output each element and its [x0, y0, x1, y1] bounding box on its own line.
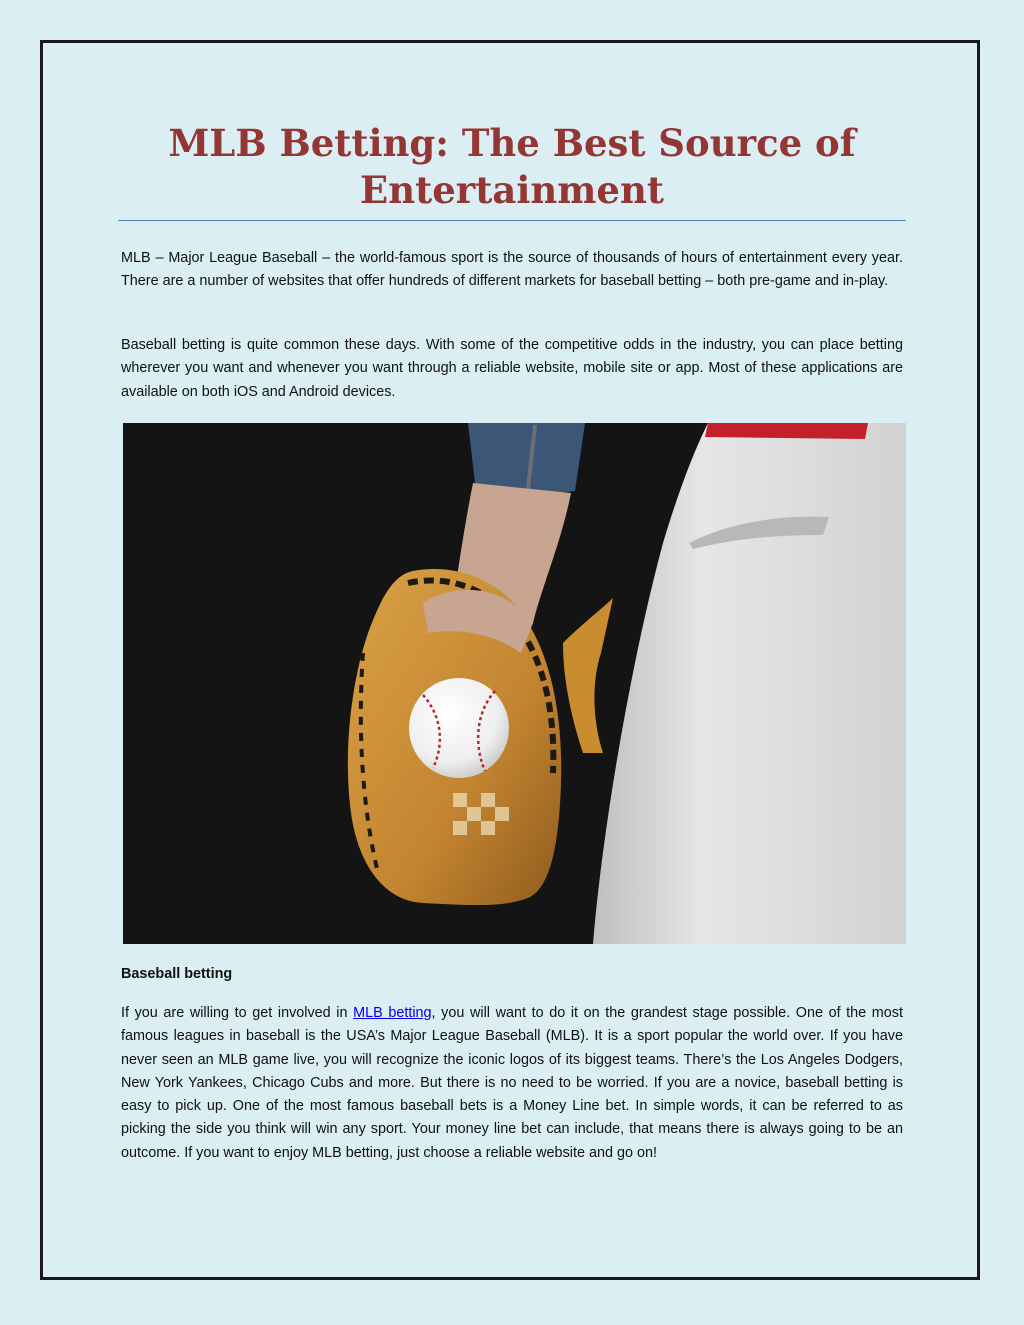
- title-underline: [118, 220, 906, 221]
- belt-shape: [705, 423, 868, 439]
- section-paragraph: [121, 1002, 903, 1165]
- mlb-betting-link[interactable]: MLB betting: [353, 1005, 432, 1021]
- intro-paragraph: Baseball betting is quite common these days. With some of the competitive odds in the industry, you can place betting wherever you want and whenever you want through a reliable website, mobile site or app. Most of these applications are available on both iOS and Android devices.: [121, 337, 903, 400]
- section-text-before-link: If you are willing to get involved in: [121, 1005, 354, 1021]
- page-title: MLB Betting: The Best Source of Entertainment: [168, 121, 856, 212]
- sleeve-shape: [468, 423, 585, 493]
- section-text-after-link: , you will want to do it on the grandest stage possible. One of the most famous leagues in baseball is the USA’s Major League Baseball (MLB). It is a sport popular the world over. If you have never seen an MLB game live, you will recognize the iconic logos of its biggest teams. There’s the Los Angeles Dodgers, New York Yankees, Chicago Cubs and more. But there is no need to be worried. If you are a novice, baseball betting is easy to pick up. One of the most famous baseball bets is a Money Line bet. In simple words, it can be referred to as picking the side you think will win any sport. Your money line bet can include, that means there is always going to be an outcome. If you want to enjoy MLB betting, just choose a reliable website and go on!: [121, 1005, 903, 1161]
- section-heading: Baseball betting: [121, 966, 233, 982]
- intro-paragraph: MLB – Major League Baseball – the world-famous sport is the source of thousands of hours of entertainment every year. There are a number of websites that offer hundreds of different markets for baseball betting – both pre-game and in-play.: [121, 250, 903, 290]
- baseball-glove-photo: [123, 423, 906, 944]
